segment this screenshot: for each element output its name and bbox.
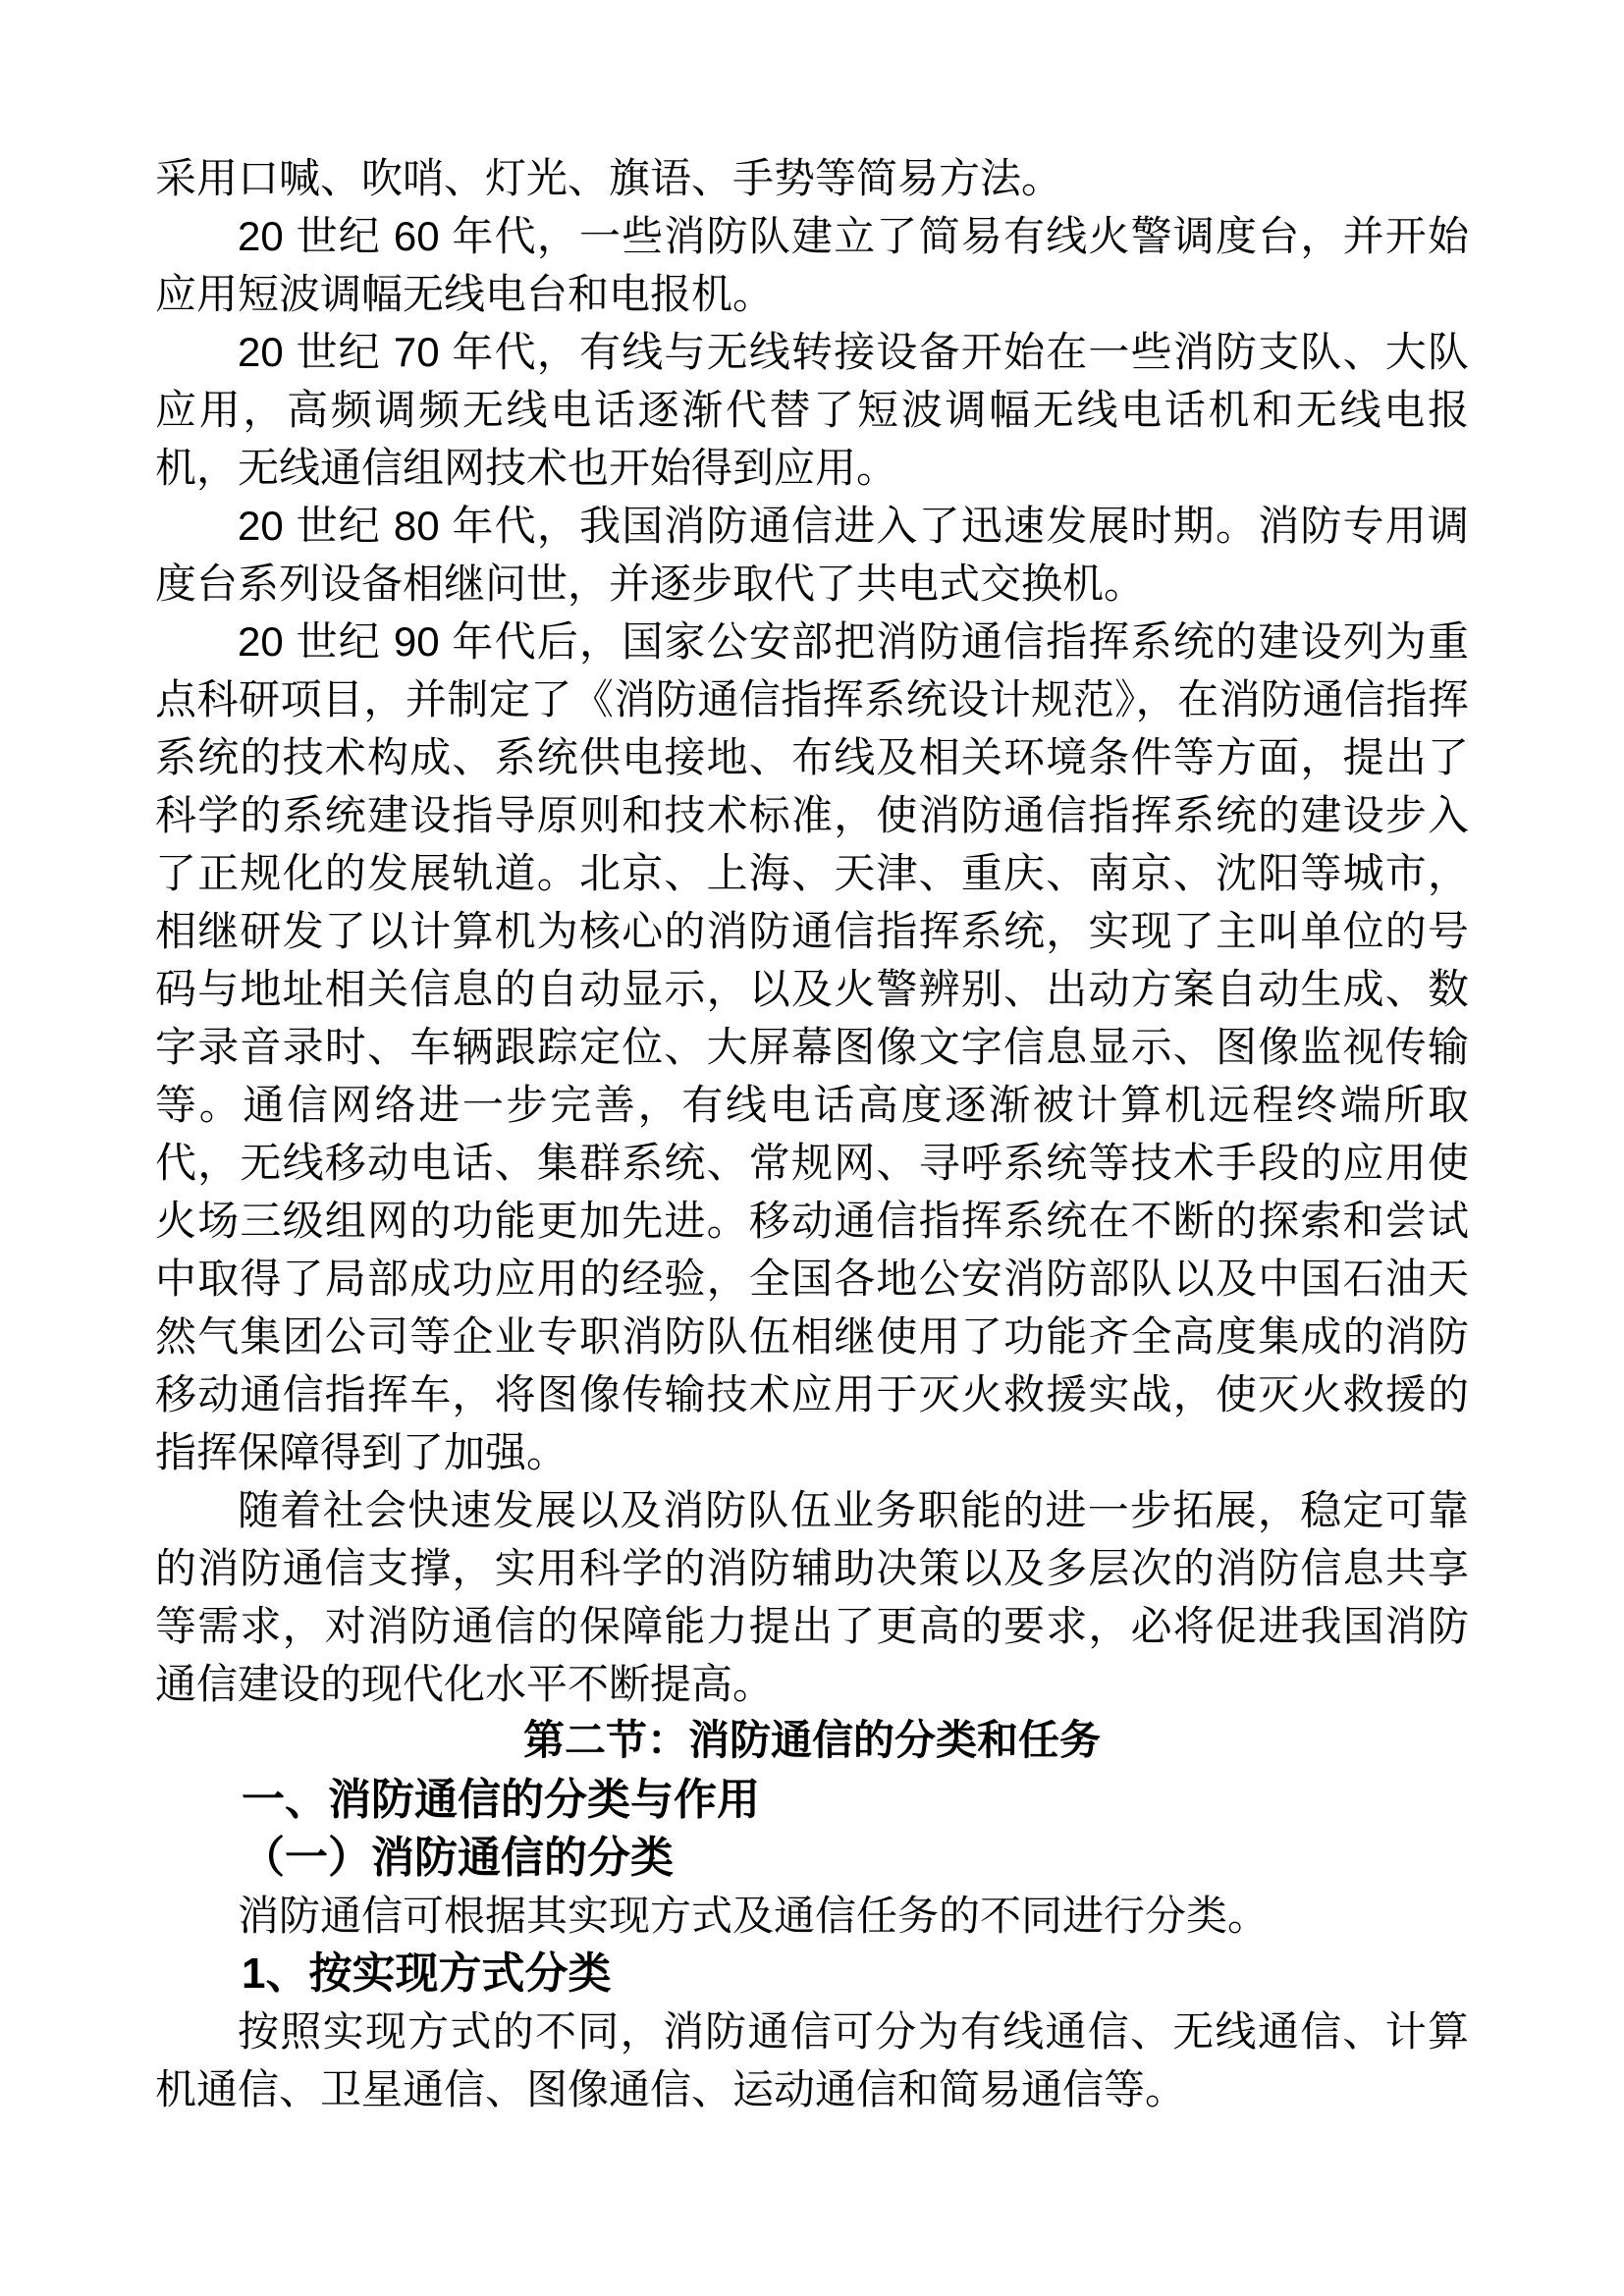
paragraph: 20 世纪 80 年代，我国消防通信进入了迅速发展时期。消防专用调度台系列设备相继问世，并逐步取代了共电式交换机。 [155, 503, 1469, 607]
paragraph: 消防通信可根据其实现方式及通信任务的不同进行分类。 [238, 1893, 1270, 1939]
heading-level-1: 一、消防通信的分类与作用 [242, 1776, 760, 1824]
heading-level-2: （一）消防通信的分类 [242, 1834, 674, 1882]
document-content [155, 149, 1469, 2118]
paragraph: 20 世纪 70 年代，有线与无线转接设备开始在一些消防支队、大队应用，高频调频无线电话逐渐代替了短波调幅无线电话机和无线电报机，无线通信组网技术也开始得到应用。 [155, 329, 1469, 491]
paragraph: 采用口喊、吹哨、灯光、旗语、手势等简易方法。 [155, 155, 1063, 201]
paragraph: 按照实现方式的不同，消防通信可分为有线通信、无线通信、计算机通信、卫星通信、图像通信、运动通信和简易通信等。 [155, 2008, 1469, 2112]
paragraph: 随着社会快速发展以及消防队伍业务职能的进一步拓展，稳定可靠的消防通信支撑，实用科学的消防辅助决策以及多层次的消防信息共享等需求，对消防通信的保障能力提出了更高的要求，必将促进我国消防通信建设的现代化水平不断提高。 [155, 1487, 1469, 1707]
section-title: 第二节：消防通信的分类和任务 [522, 1719, 1101, 1764]
heading-level-3: 1、按实现方式分类 [242, 1949, 612, 1998]
paragraph: 20 世纪 60 年代，一些消防队建立了简易有线火警调度台，并开始应用短波调幅无线电台和电报机。 [155, 213, 1469, 317]
paragraph: 20 世纪 90 年代后，国家公安部把消防通信指挥系统的建设列为重点科研项目，并制定了《消防通信指挥系统设计规范》，在消防通信指挥系统的技术构成、系统供电接地、布线及相关环境条件等方面，提出了科学的系统建设指导原则和技术标准，使消防通信指挥系统的建设步入了正规化的发展轨道。北京、上海、天津、重庆、南京、沈阳等城市，相继研发了以计算机为核心的消防通信指挥系统，实现了主叫单位的号码与地址相关信息的自动显示，以及火警辨别、出动方案自动生成、数字录音录时、车辆跟踪定位、大屏幕图像文字信息显示、图像监视传输等。通信网络进一步完善，有线电话高度逐渐被计算机远程终端所取代，无线移动电话、集群系统、常规网、寻呼系统等技术手段的应用使火场三级组网的功能更加先进。移动通信指挥系统在不断的探索和尝试中取得了局部成功应用的经验，全国各地公安消防部队以及中国石油天然气集团公司等企业专职消防队伍相继使用了功能齐全高度集成的消防移动通信指挥车，将图像传输技术应用于灭火救援实战，使灭火救援的指挥保障得到了加强。 [155, 618, 1469, 1475]
